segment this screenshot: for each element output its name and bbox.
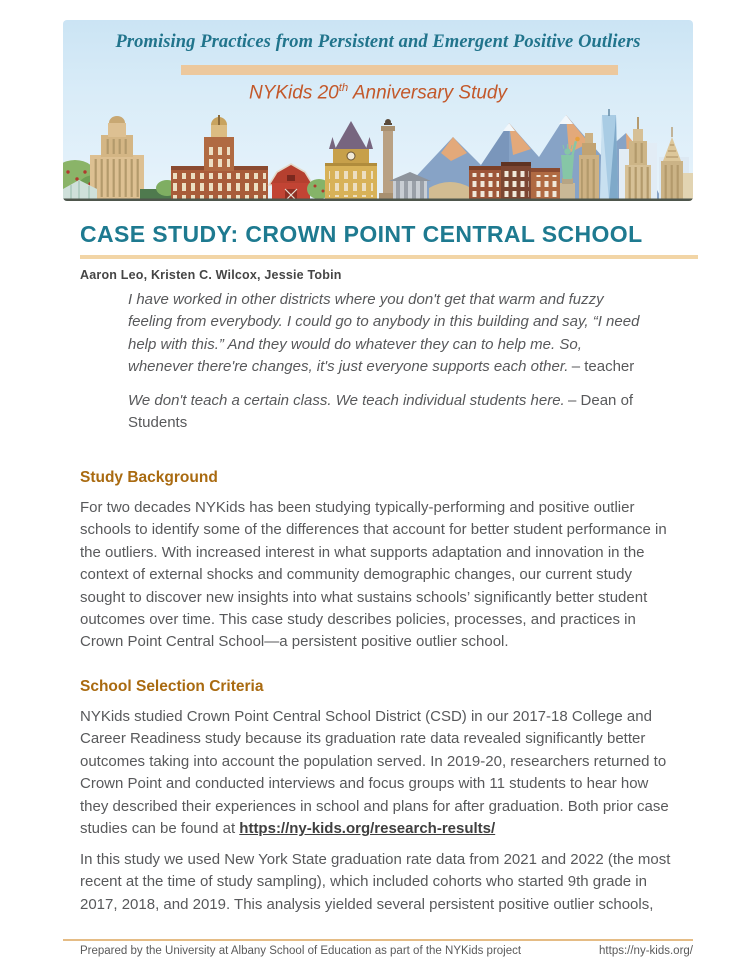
- quote-attribution: – Dean of Students: [128, 391, 634, 432]
- quote-text: We don't teach a certain class. We teach individual students here.: [128, 391, 565, 409]
- criteria-paragraph-1: [80, 706, 673, 840]
- skyline-illustration: [63, 109, 693, 201]
- authors-line: Aaron Leo, Kristen C. Wilcox, Jessie Tobin: [80, 268, 342, 282]
- smith-building-illustration: [90, 116, 144, 201]
- quote-attribution: – teacher: [571, 358, 635, 376]
- banner-subtitle-suffix: Anniversary Study: [348, 82, 508, 104]
- banner-title: Promising Practices from Persistent and Emergent Positive Outliers: [115, 32, 641, 52]
- banner-subtitle-superscript: th: [338, 82, 349, 94]
- page-title: CASE STUDY: CROWN POINT CENTRAL SCHOOL: [80, 221, 643, 247]
- barn-illustration: [269, 164, 313, 201]
- ground-line: [63, 199, 693, 202]
- section-heading-school-selection-criteria: School Selection Criteria: [80, 678, 264, 695]
- ornate-hall-illustration: [325, 121, 377, 201]
- footer-credit: Prepared by the University at Albany School of Education as part of the NYKids project: [80, 945, 522, 957]
- quote-dean: [128, 390, 648, 435]
- criteria-paragraph-2: In this study we used New York State graduation rate data from 2021 and 2022 (the most recent at the time of study sampling), which included cohorts who started 9th grade in 2017, 2018, and 2019. This analysis yielded several persistent positive outlier schools,: [80, 851, 671, 913]
- footer-url: https://ny-kids.org/: [599, 945, 693, 957]
- section-heading-study-background: Study Background: [80, 469, 218, 486]
- quote-block: [128, 289, 648, 445]
- criteria-paragraph-1-text: NYKids studied Crown Point Central School District (CSD) in our 2017-18 College and Career Readiness study because its graduation rate data revealed significantly better outcomes taking into account the population served. In 2019-20, researchers returned to Crown Point and conducted interviews and focus groups with 11 students to hear how they described their experiences in school and plans for after graduation. Both prior case studies can be found at: [80, 708, 669, 838]
- quote-teacher: [128, 289, 648, 379]
- banner-subtitle-prefix: NYKids 20: [248, 82, 339, 104]
- research-results-link[interactable]: https://ny-kids.org/research-results/: [239, 820, 496, 838]
- quote-text: I have worked in other districts where you don't get that warm and fuzzy feeling from everybody. I could go to anybody in this building and say, “I need help with this.” And they would do whatever they can to help me. So, whenever there're changes, it's just everyone supports each other.: [128, 291, 640, 376]
- banner-divider-bar: [181, 65, 618, 75]
- stepped-tower-illustration: [579, 133, 599, 201]
- footer-rule: [63, 939, 693, 941]
- one-wtc-tower-illustration: [600, 109, 618, 201]
- title-underline-rule: [80, 255, 698, 259]
- banner-subtitle: [63, 82, 693, 104]
- header-banner: [63, 20, 693, 201]
- campus-building-illustration: [171, 115, 268, 201]
- study-background-paragraph: For two decades NYKids has been studying typically-performing and positive outlier schools to identify some of the differences that account for better student performance in the outliers. With increased interest in what supports adaptation and innovation in the context of external shocks and community demographic changes, our current study sought to discover new insights into what sustains schools’ significantly better student outcomes over time. This case study describes policies, processes, and practices in Crown Point Central School—a persistent positive outlier school.: [80, 499, 667, 651]
